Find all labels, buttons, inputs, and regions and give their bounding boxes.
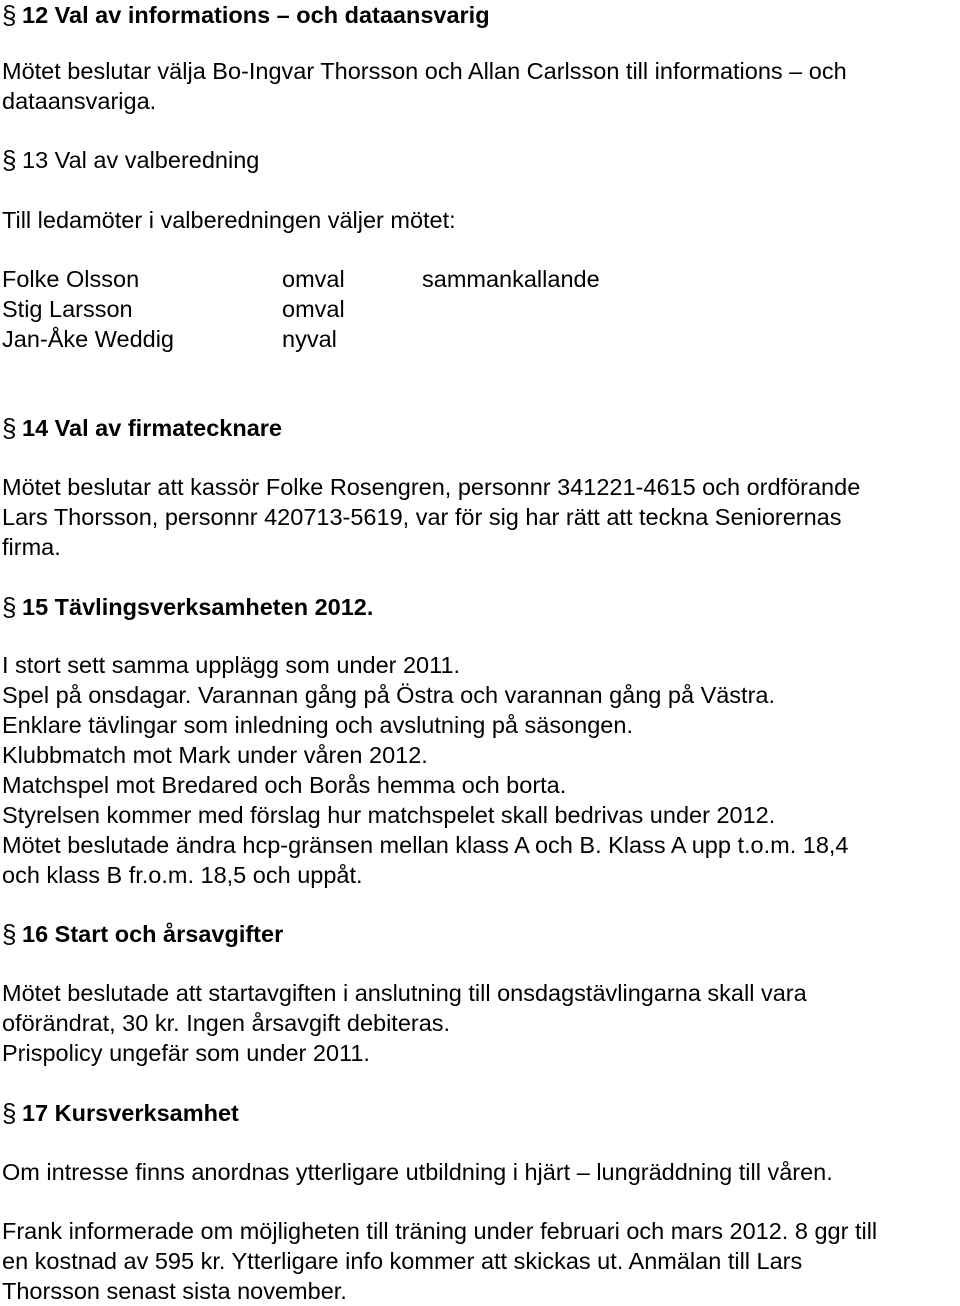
heading-section-17 (2, 1098, 239, 1128)
text-line: Prispolicy ungefär som under 2011. (2, 1040, 370, 1066)
heading-section-15 (2, 592, 373, 622)
section-17-title: 17 Kursverksamhet (22, 1100, 239, 1126)
text-line: dataansvariga. (2, 88, 157, 114)
section-16-body (2, 978, 807, 1068)
section-13-title: 13 Val av valberedning (22, 147, 260, 173)
section-13-intro: Till ledamöter i valberedningen väljer mötet: (2, 207, 456, 233)
text-line: och klass B fr.o.m. 18,5 och uppåt. (2, 862, 363, 888)
svg-text:§: § (2, 921, 16, 947)
section-sign-icon (2, 921, 22, 947)
text-line: Thorsson senast sista november. (2, 1278, 347, 1304)
member-name: Folke Olsson (2, 266, 140, 292)
heading-section-14 (2, 413, 282, 443)
text-line: Lars Thorsson, personnr 420713-5619, var för sig har rätt att teckna Seniorernas (2, 504, 842, 530)
section-sign-icon (2, 1100, 22, 1126)
text-line: Mötet beslutar välja Bo-Ingvar Thorsson och Allan Carlsson till informations – och (2, 58, 847, 84)
section-17-para-2 (2, 1216, 877, 1306)
svg-text:§: § (2, 594, 16, 620)
text-line: Klubbmatch mot Mark under våren 2012. (2, 742, 428, 768)
member-role (422, 324, 722, 354)
text-line: Mötet beslutade att startavgiften i anslutning till onsdagstävlingarna skall vara (2, 980, 807, 1006)
section-14-title: 14 Val av firmatecknare (22, 415, 282, 441)
text-line: firma. (2, 534, 61, 560)
text-line: Frank informerade om möjligheten till träning under februari och mars 2012. 8 ggr till (2, 1218, 878, 1244)
member-type: omval (282, 266, 345, 292)
member-name: Jan-Åke Weddig (2, 326, 174, 352)
heading-section-12 (2, 0, 490, 30)
section-sign-icon (2, 594, 22, 620)
member-role: sammankallande (422, 266, 600, 292)
section-12-title: 12 Val av informations – och dataansvarig (22, 2, 490, 28)
svg-text:§: § (2, 147, 16, 173)
section-sign-icon (2, 147, 22, 173)
section-sign-icon (2, 2, 22, 28)
text-line: en kostnad av 595 kr. Ytterligare info kommer att skickas ut. Anmälan till Lars (2, 1248, 803, 1274)
heading-section-16 (2, 919, 283, 949)
text-line: I stort sett samma upplägg som under 2011. (2, 652, 461, 678)
heading-section-13 (2, 145, 259, 175)
member-type: omval (282, 296, 345, 322)
text-line: Mötet beslutade ändra hcp-gränsen mellan klass A och B. Klass A upp t.o.m. 18,4 (2, 832, 849, 858)
text-line: Enklare tävlingar som inledning och avslutning på säsongen. (2, 712, 633, 738)
svg-text:§: § (2, 1100, 16, 1126)
member-name: Stig Larsson (2, 296, 133, 322)
svg-text:§: § (2, 2, 16, 28)
text-line: Mötet beslutar att kassör Folke Rosengren, personnr 341221-4615 och ordförande (2, 474, 861, 500)
text-line: Styrelsen kommer med förslag hur matchspelet skall bedrivas under 2012. (2, 802, 776, 828)
text-line: oförändrat, 30 kr. Ingen årsavgift debiteras. (2, 1010, 451, 1036)
text-line: Spel på onsdagar. Varannan gång på Östra och varannan gång på Västra. (2, 682, 776, 708)
section-12-body (2, 56, 847, 116)
section-15-title: 15 Tävlingsverksamheten 2012. (22, 594, 374, 620)
svg-text:§: § (2, 415, 16, 441)
section-sign-icon (2, 415, 22, 441)
member-role (422, 294, 722, 324)
valberedning-table (2, 264, 722, 354)
table-row (2, 264, 722, 294)
section-16-title: 16 Start och årsavgifter (22, 921, 284, 947)
section-14-body (2, 472, 860, 562)
table-row (2, 324, 722, 354)
table-row (2, 294, 722, 324)
member-type: nyval (282, 326, 337, 352)
section-17-para-1: Om intresse finns anordnas ytterligare utbildning i hjärt – lungräddning till våren. (2, 1159, 833, 1185)
section-15-body (2, 650, 849, 890)
text-line: Matchspel mot Bredared och Borås hemma och borta. (2, 772, 567, 798)
